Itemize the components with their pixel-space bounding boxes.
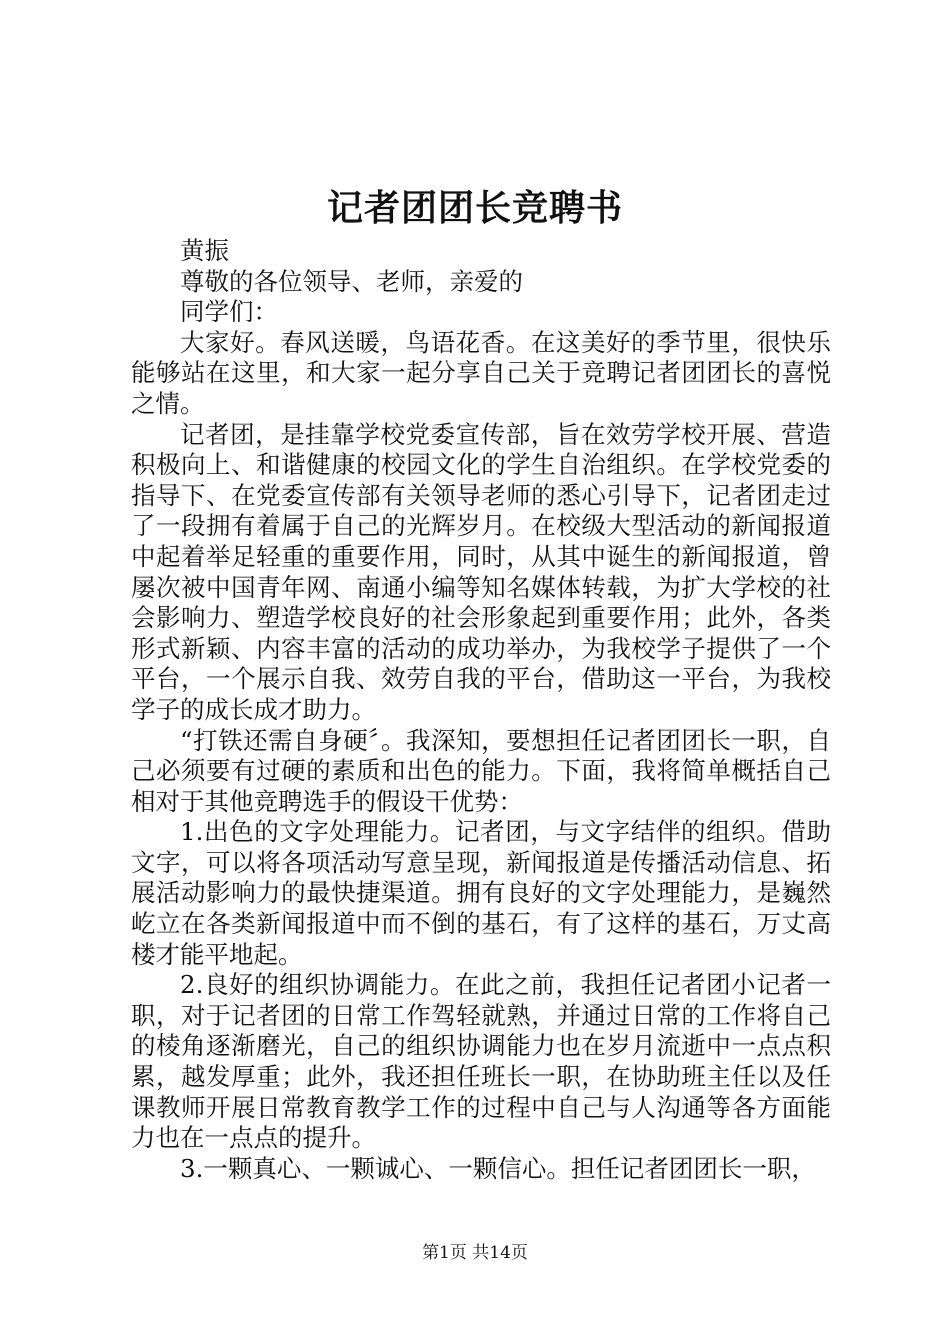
- salutation-line: 尊敬的各位领导、老师，亲爱的: [180, 266, 523, 296]
- document-title: 记者团团长竞聘书: [326, 187, 623, 229]
- paragraph-advantages: “打铁还需自身硬〞。我深知，要想担任记者团团长一职，自己必须要有过硬的素质和出色的能力。下面，我将简单概括自己相对于其他竞聘选手的假设干优势：: [131, 725, 831, 816]
- paragraph-point-2: 2.良好的组织协调能力。在此之前，我担任记者团小记者一职，对于记者团的日常工作驾轻就熟，并通过日常的工作将自己的棱角逐渐磨光，自己的组织协调能力也在岁月流逝中一点点积累，越发厚重；此外，我还担任班长一职，在协助班主任以及任课教师开展日常教育教学工作的过程中自己与人沟通等各方面能力也在一点点的提升。: [131, 970, 831, 1153]
- paragraph-greeting: 大家好。春风送暖，鸟语花香。在这美好的季节里，很快乐能够站在这里，和大家一起分享自己关于竞聘记者团团长的喜悦之情。: [131, 327, 831, 418]
- salutation-line-2: 同学们：: [180, 297, 278, 327]
- document-body: [131, 236, 831, 1184]
- paragraph-point-1: 1.出色的文字处理能力。记者团，与文字结伴的组织。借助文字，可以将各项活动写意呈现，新闻报道是传播活动信息、拓展活动影响力的最快捷渠道。拥有良好的文字处理能力，是巍然屹立在各类新闻报道中而不倒的基石，有了这样的基石，万丈高楼才能平地起。: [131, 817, 831, 969]
- paragraph-introduction: 记者团，是挂靠学校党委宣传部，旨在效劳学校开展、营造积极向上、和谐健康的校园文化的学生自治组织。在学校党委的指导下、在党委宣传部有关领导老师的悉心引导下，记者团走过了一段拥有着属于自己的光辉岁月。在校级大型活动的新闻报道中起着举足轻重的重要作用，同时，从其中诞生的新闻报道，曾屡次被中国青年网、南通小编等知名媒体转载，为扩大学校的社会影响力、塑造学校良好的社会形象起到重要作用；此外，各类形式新颖、内容丰富的活动的成功举办，为我校学子提供了一个平台，一个展示自我、效劳自我的平台，借助这一平台，为我校学子的成长成才助力。: [131, 419, 831, 724]
- page-number: 第1页 共14页: [422, 1243, 528, 1263]
- author-line: 黄振: [180, 236, 229, 265]
- paragraph-point-3: 3.一颗真心、一颗诚心、一颗信心。担任记者团团长一职，: [180, 1153, 816, 1183]
